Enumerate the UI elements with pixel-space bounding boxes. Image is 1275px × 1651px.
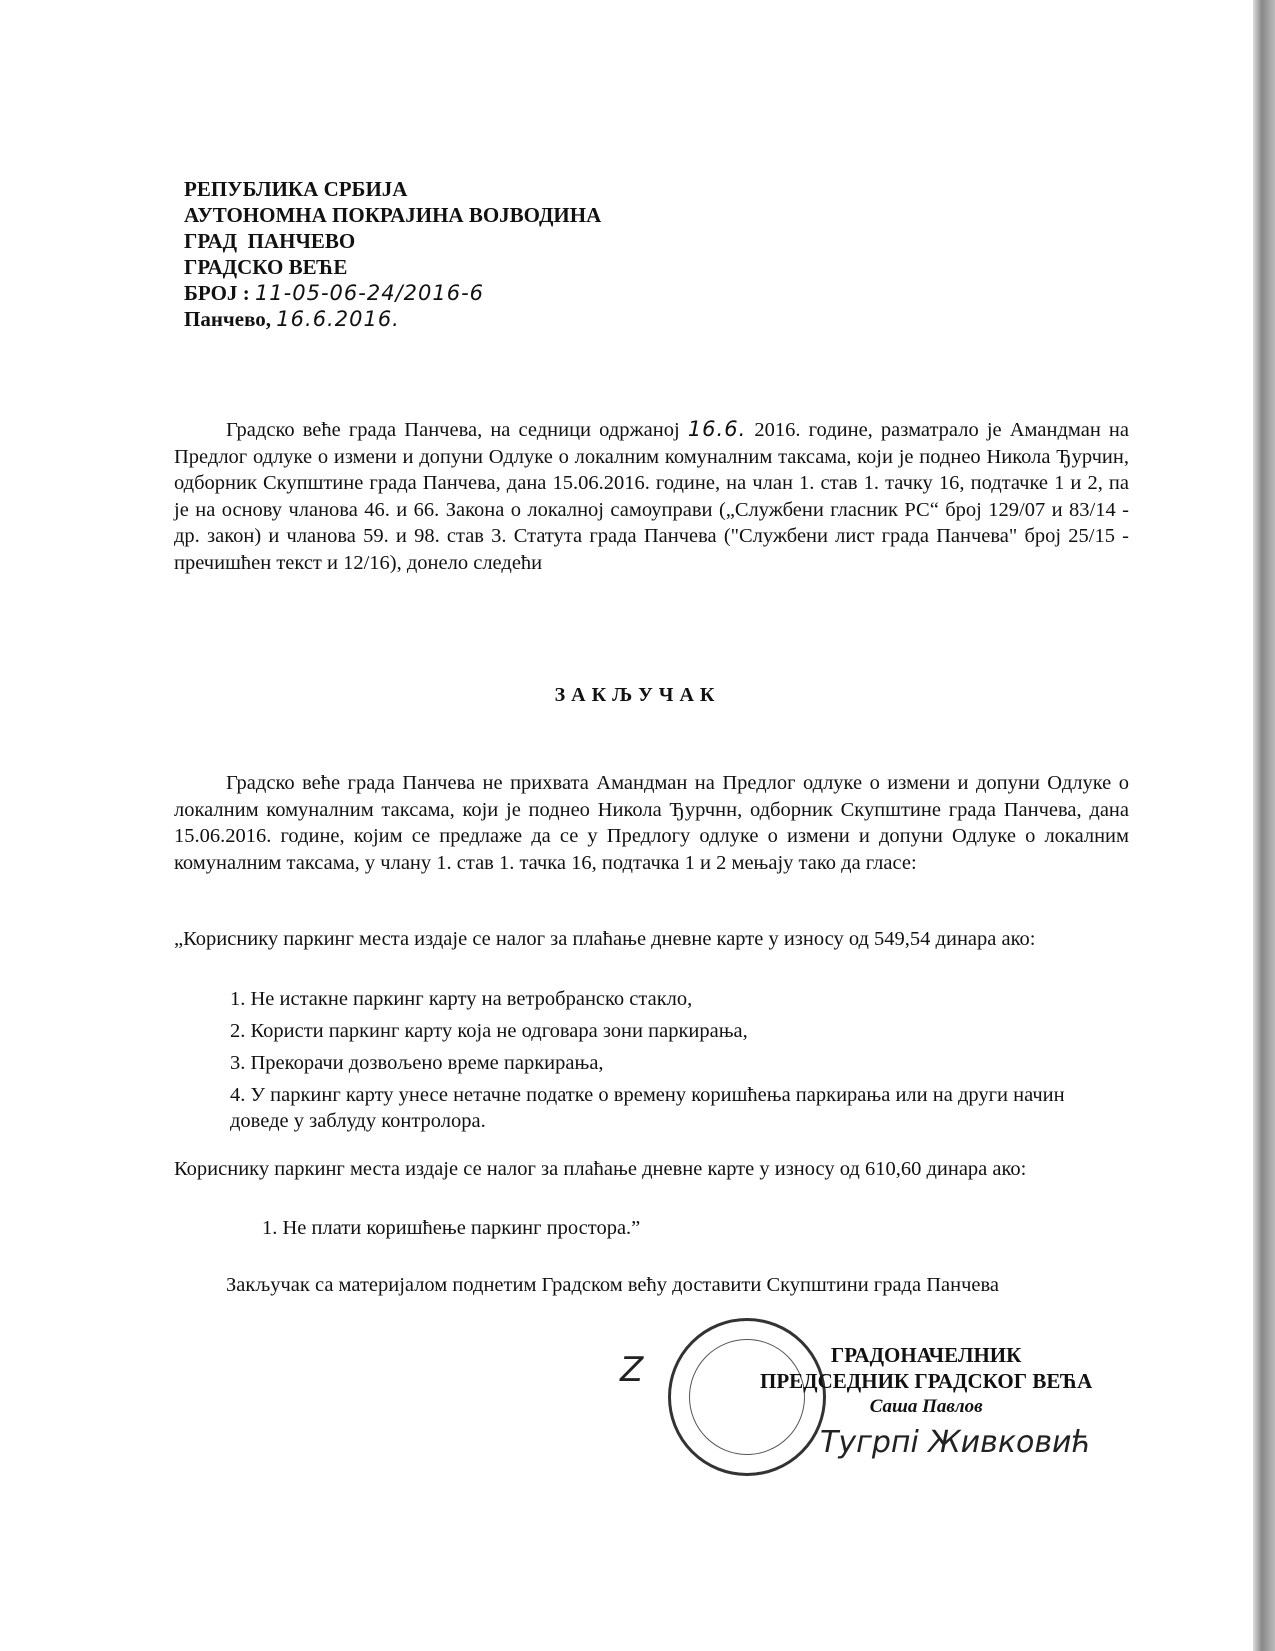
header-line: РЕПУБЛИКА СРБИЈА (184, 177, 408, 201)
quote-paragraph-2: Кориснику паркинг места издаје се налог за плаћање дневне карте у износу од 610,60 динара ако: (174, 1158, 1027, 1180)
scan-edge (1253, 0, 1275, 1651)
list-item: 2. Користи паркинг карту која не одговара зони паркирања, (230, 1020, 748, 1042)
quote-paragraph-1: „Кориснику паркинг места издаје се налог за плаћање дневне карте у износу од 549,54 динара ако: (174, 928, 1036, 950)
header-line: ГРАДСКО ВЕЋЕ (184, 255, 348, 279)
header-line: ГРАД ПАНЧЕВО (184, 229, 356, 253)
conclusion-paragraph: Градско веће града Панчева не прихвата Амандман на Предлог одлуке о измени и допуни Одлуке о локалним комуналним таксама, који је поднео Никола Ђурчнн, одборник Скупштине града Панчева, дана 15.06.2016. године, којим се предлаже да се у Предлогу одлуке о измени и допуни Одлуке о локалним комуналним таксама, у члану 1. став 1. тачка 16, подтачка 1 и 2 мењају тако да гласе: (174, 772, 1129, 874)
handwritten-date: 16.6. (687, 417, 747, 441)
handwritten-number: 11-05-06-24/2016-6 (254, 281, 485, 305)
list-item: 1. Не истакне паркинг карту на ветробранско стакло, (230, 988, 693, 1010)
signature-block: ГРАДОНАЧЕЛНИК ПРЕДСЕДНИК ГРАДСКОГ ВЕЋА Саша Павлов (760, 1343, 1093, 1417)
document-header (184, 176, 601, 332)
document-number: БРОЈ : 11-05-06-24/2016-6 (184, 281, 485, 305)
closing-sentence: Закључак са материјалом поднетим Градском већу доставити Скупштини града Панчева (226, 1274, 999, 1296)
handwritten-date: 16.6.2016. (276, 307, 400, 331)
list-item: 4. У паркинг карту унесе нетачне податке о времену коришћења паркирања или на други начин доведе у заблуду контролора. (230, 1084, 1065, 1132)
document-place-date: Панчево, 16.6.2016. (184, 307, 400, 331)
intro-paragraph: Градско веће града Панчева, на седници одржаној 16.6. 2016. године, разматрало је Амандман на Предлог одлуке о измени и допуни Одлуке о локалним комуналним таксама, који је поднео Никола Ђурчин, одборник Скупштине града Панчева, дана 15.06.2016. године, на члан 1. став 1. тачку 16, подтачке 1 и 2, па је на основу чланова 46. и 66. Закона о локалној самоуправи („Службени гласник РС“ број 129/07 и 83/14 - др. закон) и чланова 59. и 98. став 3. Статута града Панчева ("Службени лист града Панчева" број 25/15 - пречишћен текст и 12/16), донело следећи (174, 417, 1129, 574)
signature-mark: Z (620, 1350, 644, 1390)
header-line: АУТОНОМНА ПОКРАЈИНА ВОЈВОДИНА (184, 203, 602, 227)
list-item: 1. Не плати коришћење паркинг простора.” (262, 1217, 641, 1239)
list-item: 3. Прекорачи дозвољено време паркирања, (230, 1052, 604, 1074)
handwritten-signature: Тугрпі Живковић (820, 1425, 1092, 1460)
document-title: ЗАКЉУЧАК (554, 684, 721, 706)
